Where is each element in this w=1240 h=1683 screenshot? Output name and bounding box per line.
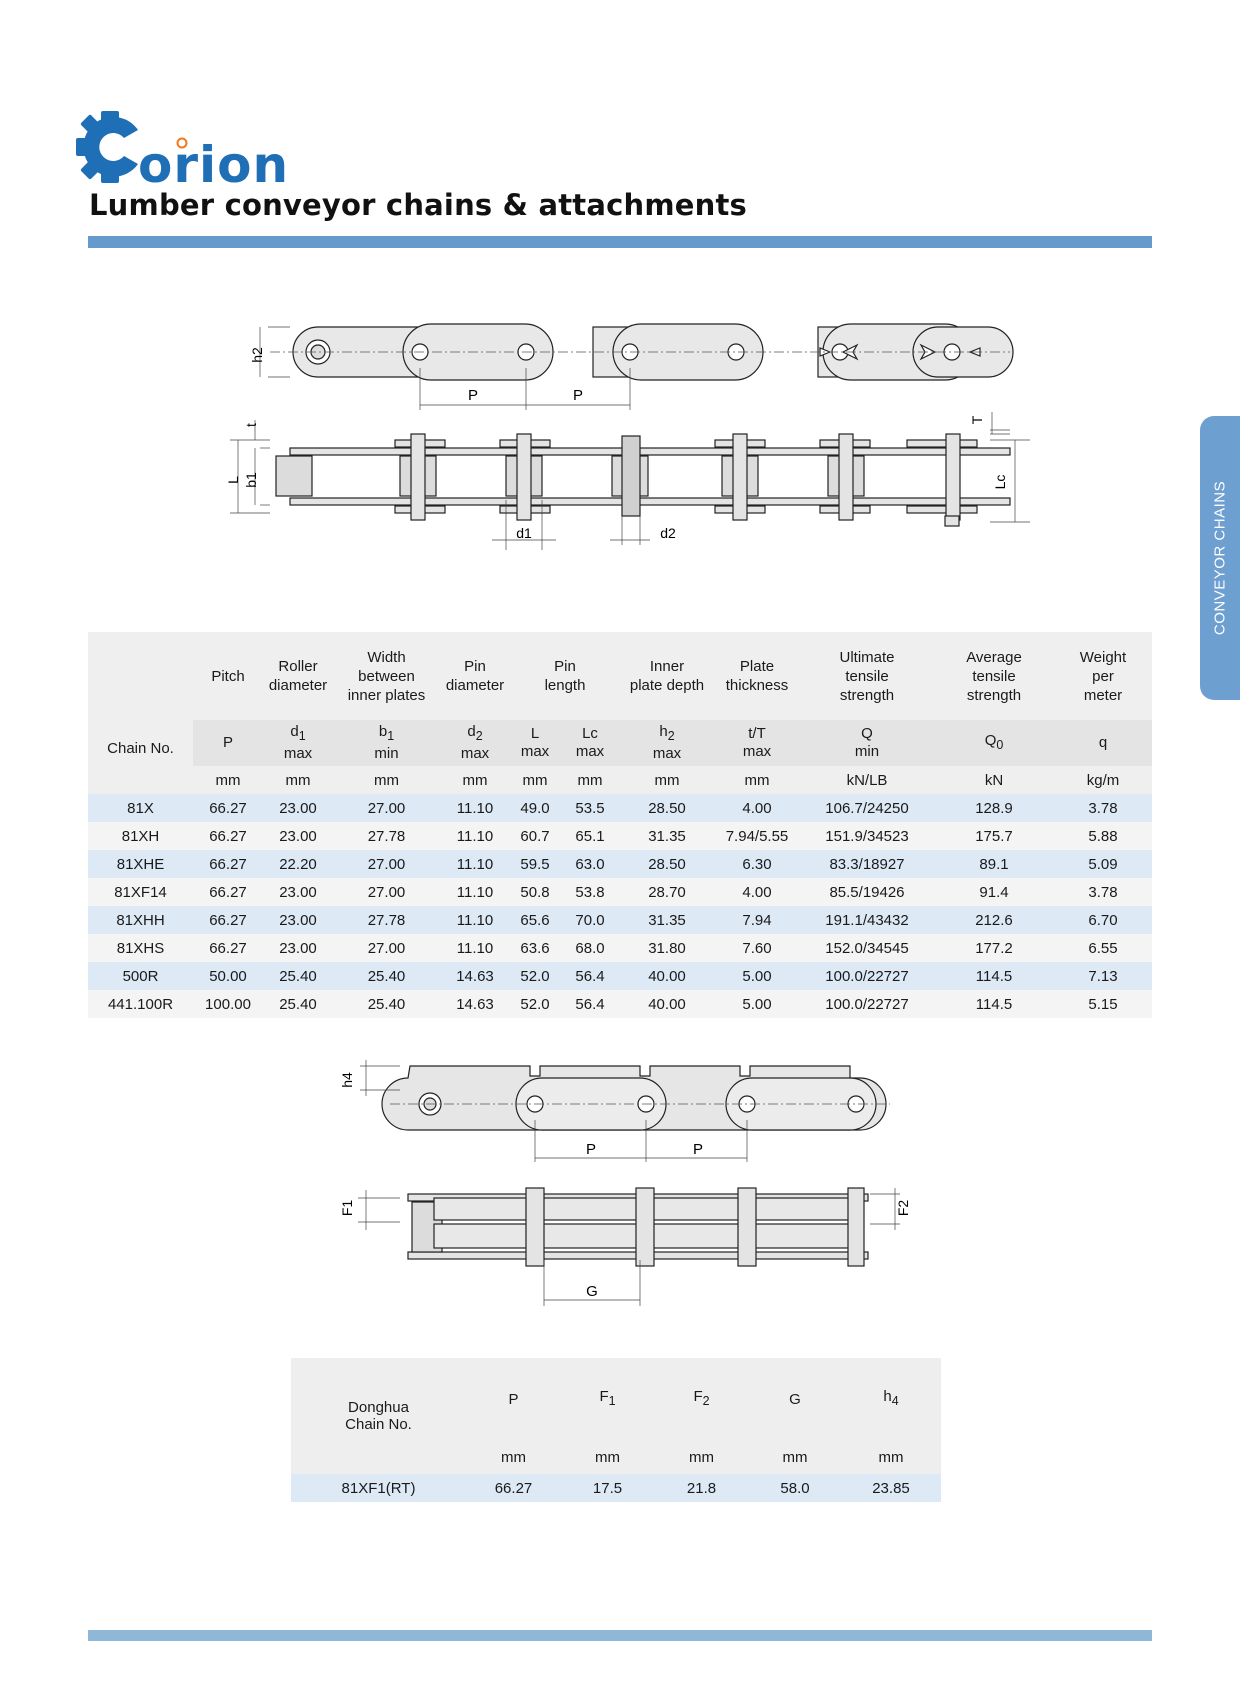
table-cell: 152.0/34545 xyxy=(800,934,934,962)
attachment-side-view xyxy=(382,1066,886,1130)
attach-header-symbol: $F_1$ xyxy=(561,1358,654,1440)
table-cell: 17.5 xyxy=(561,1474,654,1502)
table-cell: 100.0/22727 xyxy=(800,962,934,990)
spec-header-symbol: Q min xyxy=(800,720,934,766)
attach-header-unit: mm xyxy=(466,1440,561,1474)
table-cell: 66.27 xyxy=(193,878,263,906)
spec-header-desc: Average tensile strength xyxy=(934,632,1054,720)
table-cell: 106.7/24250 xyxy=(800,794,934,822)
dim-pitch-label: P xyxy=(585,1141,597,1158)
table-row xyxy=(88,794,1152,822)
spec-header-symbol: $Q_0$ xyxy=(934,720,1054,766)
spec-header-symbol: Lc max xyxy=(560,720,620,766)
table-cell: 11.10 xyxy=(440,850,510,878)
table-cell: 6.30 xyxy=(714,850,800,878)
table-cell: 50.8 xyxy=(510,878,560,906)
attach-header-symbol: P xyxy=(466,1358,561,1440)
table-cell: 23.00 xyxy=(263,934,333,962)
table-row xyxy=(88,878,1152,906)
dim-b1-label: b1 xyxy=(243,472,259,488)
table-cell: 5.15 xyxy=(1054,990,1152,1018)
table-cell: 6.55 xyxy=(1054,934,1152,962)
dim-F2-label: F2 xyxy=(895,1199,911,1217)
table-cell: 23.00 xyxy=(263,878,333,906)
table-cell: 7.13 xyxy=(1054,962,1152,990)
table-row xyxy=(88,962,1152,990)
chain-top-view xyxy=(276,434,1010,526)
table-cell: 6.70 xyxy=(1054,906,1152,934)
table-cell: 66.27 xyxy=(193,794,263,822)
table-cell: 50.00 xyxy=(193,962,263,990)
table-row xyxy=(88,990,1152,1018)
table-cell: 4.00 xyxy=(714,878,800,906)
table-cell: 7.60 xyxy=(714,934,800,962)
table-cell: 53.8 xyxy=(560,878,620,906)
table-cell: 11.10 xyxy=(440,906,510,934)
table-cell: 66.27 xyxy=(193,850,263,878)
spec-header-unit: kg/m xyxy=(1054,766,1152,794)
chain-number-cell: 81XHE xyxy=(88,850,193,878)
table-cell: 56.4 xyxy=(560,990,620,1018)
table-cell: 114.5 xyxy=(934,990,1054,1018)
table-cell: 22.20 xyxy=(263,850,333,878)
spec-header-unit: mm xyxy=(714,766,800,794)
table-cell: 7.94 xyxy=(714,906,800,934)
dim-d2-label: d2 xyxy=(660,525,676,541)
spec-header-unit: mm xyxy=(620,766,714,794)
page-title: Lumber conveyor chains & attachments xyxy=(89,188,748,222)
attach-header-unit: mm xyxy=(841,1440,941,1474)
spec-header-unit: kN xyxy=(934,766,1054,794)
attach-header-symbol: $h_4$ xyxy=(841,1358,941,1440)
table-cell: 14.63 xyxy=(440,990,510,1018)
chain-spec-table xyxy=(88,632,1152,1018)
attach-header-chain-no: Donghua Chain No. xyxy=(291,1358,466,1474)
table-cell: 100.00 xyxy=(193,990,263,1018)
table-cell: 40.00 xyxy=(620,990,714,1018)
table-cell: 63.0 xyxy=(560,850,620,878)
brand-wordmark: orion xyxy=(138,136,290,194)
table-cell: 25.40 xyxy=(333,962,440,990)
table-row xyxy=(291,1474,941,1502)
table-cell: 7.94/5.55 xyxy=(714,822,800,850)
table-cell: 59.5 xyxy=(510,850,560,878)
table-cell: 49.0 xyxy=(510,794,560,822)
dim-Lc-label: Lc xyxy=(992,474,1008,490)
chain-number-cell: 81XH xyxy=(88,822,193,850)
spec-header-symbol: $d_1$ max xyxy=(263,720,333,766)
table-cell: 85.5/19426 xyxy=(800,878,934,906)
table-cell: 25.40 xyxy=(263,990,333,1018)
attach-header-symbol: G xyxy=(749,1358,841,1440)
table-cell: 23.85 xyxy=(841,1474,941,1502)
table-cell: 28.50 xyxy=(620,794,714,822)
dim-pitch-label: P xyxy=(572,387,584,404)
header-rule xyxy=(88,236,1152,248)
chain-number-cell: 81X xyxy=(88,794,193,822)
table-cell: 11.10 xyxy=(440,794,510,822)
table-cell: 23.00 xyxy=(263,822,333,850)
table-cell: 11.10 xyxy=(440,934,510,962)
spec-header-symbol: $d_2$ max xyxy=(440,720,510,766)
table-cell: 11.10 xyxy=(440,822,510,850)
table-cell: 151.9/34523 xyxy=(800,822,934,850)
dim-h2-label: h2 xyxy=(249,347,265,363)
table-cell: 63.6 xyxy=(510,934,560,962)
gear-icon xyxy=(76,108,146,186)
dim-F1-label: F1 xyxy=(339,1199,355,1217)
table-row xyxy=(88,906,1152,934)
table-cell: 27.00 xyxy=(333,878,440,906)
table-cell: 14.63 xyxy=(440,962,510,990)
table-row xyxy=(88,850,1152,878)
attach-header-unit: mm xyxy=(749,1440,841,1474)
table-cell: 66.27 xyxy=(193,906,263,934)
spec-header-symbol: t/T max xyxy=(714,720,800,766)
table-cell: 52.0 xyxy=(510,990,560,1018)
chain-number-cell: 81XF1(RT) xyxy=(291,1474,466,1502)
spec-header-unit xyxy=(88,766,193,794)
chain-number-cell: 500R xyxy=(88,962,193,990)
dim-pitch-label: P xyxy=(692,1141,704,1158)
table-cell: 66.27 xyxy=(193,934,263,962)
attach-header-unit: mm xyxy=(561,1440,654,1474)
table-cell: 89.1 xyxy=(934,850,1054,878)
spec-header-chain-no: Chain No. xyxy=(88,632,193,766)
table-cell: 21.8 xyxy=(654,1474,749,1502)
table-row xyxy=(88,822,1152,850)
table-cell: 191.1/43432 xyxy=(800,906,934,934)
table-cell: 3.78 xyxy=(1054,794,1152,822)
chain-number-cell: 441.100R xyxy=(88,990,193,1018)
table-cell: 4.00 xyxy=(714,794,800,822)
table-cell: 27.00 xyxy=(333,934,440,962)
table-cell: 58.0 xyxy=(749,1474,841,1502)
table-cell: 68.0 xyxy=(560,934,620,962)
spec-header-unit: mm xyxy=(193,766,263,794)
table-cell: 31.35 xyxy=(620,906,714,934)
table-cell: 5.00 xyxy=(714,962,800,990)
spec-header-desc: Plate thickness xyxy=(714,632,800,720)
table-cell: 40.00 xyxy=(620,962,714,990)
table-cell: 175.7 xyxy=(934,822,1054,850)
brand-logo xyxy=(76,108,290,194)
dim-T-label: T xyxy=(969,415,985,425)
dim-d1-label: d1 xyxy=(516,525,532,541)
attachment-top-view xyxy=(408,1188,868,1266)
table-cell: 65.6 xyxy=(510,906,560,934)
spec-header-unit: mm xyxy=(440,766,510,794)
table-cell: 177.2 xyxy=(934,934,1054,962)
spec-header-desc: Pin diameter xyxy=(440,632,510,720)
table-cell: 28.70 xyxy=(620,878,714,906)
table-cell: 70.0 xyxy=(560,906,620,934)
attach-header-unit: mm xyxy=(654,1440,749,1474)
table-cell: 23.00 xyxy=(263,906,333,934)
table-cell: 27.00 xyxy=(333,794,440,822)
attach-header-symbol: $F_2$ xyxy=(654,1358,749,1440)
spec-header-unit: mm xyxy=(333,766,440,794)
table-cell: 31.80 xyxy=(620,934,714,962)
table-cell: 114.5 xyxy=(934,962,1054,990)
table-cell: 128.9 xyxy=(934,794,1054,822)
spec-header-unit: mm xyxy=(510,766,560,794)
spec-header-symbol: $h_2$ max xyxy=(620,720,714,766)
spec-header-desc: Roller diameter xyxy=(263,632,333,720)
table-cell: 91.4 xyxy=(934,878,1054,906)
chain-number-cell: 81XF14 xyxy=(88,878,193,906)
table-cell: 25.40 xyxy=(333,990,440,1018)
spec-header-symbol: P xyxy=(193,720,263,766)
attachment-drawing xyxy=(330,1050,930,1310)
spec-header-unit: mm xyxy=(560,766,620,794)
dim-pitch-label: P xyxy=(467,387,479,404)
table-cell: 5.09 xyxy=(1054,850,1152,878)
dim-L-label: L xyxy=(225,476,241,484)
table-cell: 3.78 xyxy=(1054,878,1152,906)
table-cell: 5.88 xyxy=(1054,822,1152,850)
spec-header-desc: Weight per meter xyxy=(1054,632,1152,720)
chain-number-cell: 81XHS xyxy=(88,934,193,962)
chain-number-cell: 81XHH xyxy=(88,906,193,934)
table-cell: 31.35 xyxy=(620,822,714,850)
spec-header-unit: mm xyxy=(263,766,333,794)
dim-t-label: t xyxy=(243,423,259,427)
spec-header-desc: Width between inner plates xyxy=(333,632,440,720)
brand-dot-icon xyxy=(176,137,188,149)
spec-header-desc: Inner plate depth xyxy=(620,632,714,720)
dim-G-label: G xyxy=(586,1283,598,1300)
spec-header-unit: kN/LB xyxy=(800,766,934,794)
table-cell: 212.6 xyxy=(934,906,1054,934)
spec-header-desc: Ultimate tensile strength xyxy=(800,632,934,720)
dim-h4-label: h4 xyxy=(339,1072,355,1088)
table-cell: 66.27 xyxy=(466,1474,561,1502)
table-cell: 28.50 xyxy=(620,850,714,878)
section-tab[interactable] xyxy=(1200,416,1240,700)
table-cell: 11.10 xyxy=(440,878,510,906)
table-cell: 65.1 xyxy=(560,822,620,850)
table-cell: 27.00 xyxy=(333,850,440,878)
table-cell: 25.40 xyxy=(263,962,333,990)
chain-drawing xyxy=(225,300,1030,570)
section-tab-label: CONVEYOR CHAINS xyxy=(1211,480,1229,636)
footer-rule xyxy=(88,1630,1152,1641)
spec-header-symbol: q xyxy=(1054,720,1152,766)
table-cell: 100.0/22727 xyxy=(800,990,934,1018)
table-cell: 60.7 xyxy=(510,822,560,850)
table-cell: 52.0 xyxy=(510,962,560,990)
table-cell: 5.00 xyxy=(714,990,800,1018)
table-cell: 66.27 xyxy=(193,822,263,850)
table-cell: 83.3/18927 xyxy=(800,850,934,878)
table-cell: 23.00 xyxy=(263,794,333,822)
spec-header-desc: Pin length xyxy=(510,632,620,720)
table-cell: 53.5 xyxy=(560,794,620,822)
table-cell: 27.78 xyxy=(333,906,440,934)
attachment-table xyxy=(291,1358,941,1502)
table-row xyxy=(88,934,1152,962)
spec-header-desc: Pitch xyxy=(193,632,263,720)
spec-header-symbol: $b_1$ min xyxy=(333,720,440,766)
table-cell: 56.4 xyxy=(560,962,620,990)
table-cell: 27.78 xyxy=(333,822,440,850)
spec-header-symbol: L max xyxy=(510,720,560,766)
